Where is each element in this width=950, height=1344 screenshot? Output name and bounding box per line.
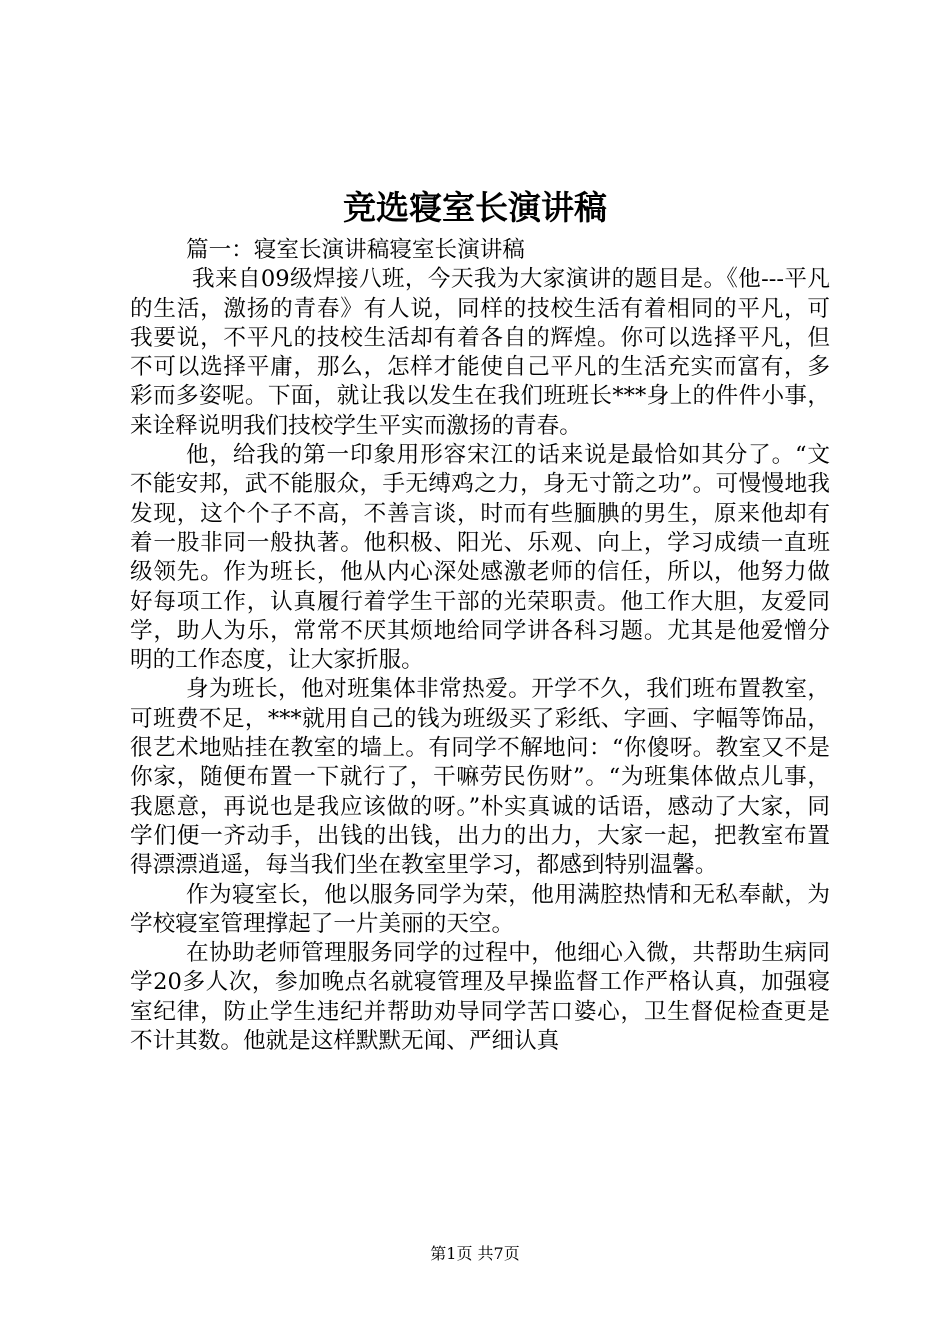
paragraph: 我来自09级焊接八班，今天我为大家演讲的题目是。《他---平凡的生活，激扬的青春》有人说，同样的技校生活有着相同的平凡，可我要说，不平凡的技校生活却有着各自的辉煌。你可以选择平凡，但不可以选择平庸，那么，怎样才能使自己平凡的生活充实而富有，多彩而多姿呢。下面，就让我以发生在我们班班长***身上的件件小事，来诠释说明我们技校学生平实而激扬的青春。 <box>130 266 830 439</box>
document-title: 竞选寝室长演讲稿 <box>343 188 607 227</box>
document-body <box>130 236 830 1056</box>
paragraph: 他，给我的第一印象用形容宋江的话来说是最恰如其分了。“文不能安邦，武不能服众，手无缚鸡之力，身无寸箭之功”。可慢慢地我发现，这个个子不高，不善言谈，时而有些腼腆的男生，原来他却有着一股非同一般执著。他积极、阳光、乐观、向上，学习成绩一直班级领先。作为班长，他从内心深处感激老师的信任，所以，他努力做好每项工作，认真履行着学生干部的光荣职责。他工作大胆，友爱同学，助人为乐，常常不厌其烦地给同学讲各科习题。尤其是他爱憎分明的工作态度，让大家折服。 <box>130 442 830 674</box>
paragraph: 作为寝室长，他以服务同学为荣，他用满腔热情和无私奉献，为学校寝室管理撑起了一片美丽的天空。 <box>130 881 830 937</box>
page-footer: 第1页 共7页 <box>430 1244 520 1263</box>
section-heading: 篇一：寝室长演讲稿寝室长演讲稿 <box>186 237 525 263</box>
paragraph: 在协助老师管理服务同学的过程中，他细心入微，共帮助生病同学20多人次，参加晚点名就寝管理及早操监督工作严格认真，加强寝室纪律，防止学生违纪并帮助劝导同学苦口婆心，卫生督促检查更是不计其数。他就是这样默默无闻、严细认真 <box>130 940 830 1055</box>
paragraph: 身为班长，他对班集体非常热爱。开学不久，我们班布置教室，可班费不足，***就用自己的钱为班级买了彩纸、字画、字幅等饰品，很艺术地贴挂在教室的墙上。有同学不解地问：“你傻呀。教室又不是你家，随便布置一下就行了，干嘛劳民伤财”。“为班集体做点儿事，我愿意，再说也是我应该做的呀。”朴实真诚的话语，感动了大家，同学们便一齐动手，出钱的出钱，出力的出力，大家一起，把教室布置得漂漂逍遥，每当我们坐在教室里学习，都感到特别温馨。 <box>130 676 830 879</box>
